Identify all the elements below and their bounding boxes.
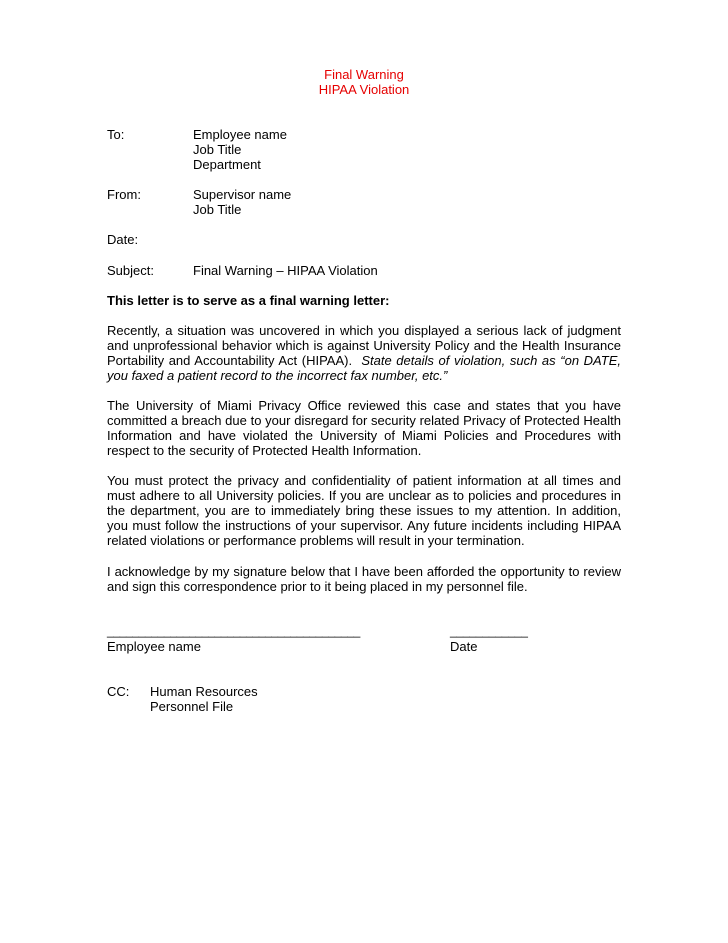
cc-personnel-file: Personnel File [150, 699, 234, 714]
paragraph-acknowledgement: I acknowledge by my signature below that I have been afforded the opportunity to review and sign this correspondence prior to it being placed in my personnel file. [107, 564, 621, 594]
from-job-title: Job Title [193, 202, 242, 217]
employee-signature-line: ________________________________________ [107, 624, 360, 638]
date-label: Date: [107, 232, 139, 247]
cc-human-resources: Human Resources [150, 684, 258, 699]
subject-label: Subject: [107, 263, 154, 278]
paragraph-privacy-office: The University of Miami Privacy Office reviewed this case and states that you have committed a breach due to your disregard for security related Privacy of Protected Health Information and have violated the University of Miami Policies and Procedures with respect to the security of Protected Health Information. [107, 398, 621, 458]
to-label: To: [107, 127, 125, 142]
to-job-title: Job Title [193, 142, 242, 157]
from-supervisor-name: Supervisor name [193, 187, 292, 202]
cc-label: CC: [107, 684, 130, 699]
subject-value: Final Warning – HIPAA Violation [193, 263, 378, 278]
to-employee-name: Employee name [193, 127, 287, 142]
date-field-label: Date [450, 639, 478, 654]
employee-name-label: Employee name [107, 639, 201, 654]
from-label: From: [107, 187, 141, 202]
paragraph-situation-instruction: State details of violation, such as “on DATE, you faxed a patient record to the incorrect fax number, etc.” [107, 353, 621, 383]
date-signature-line: ____________ [450, 624, 528, 638]
letter-title: Final Warning [324, 67, 404, 82]
paragraph-requirements: You must protect the privacy and confidentiality of patient information at all times and must adhere to all University policies. If you are unclear as to policies and procedures in the department, you are to immediately bring these issues to my attention. In addition, you must follow the instructions of your supervisor. Any future incidents including HIPAA related violations or performance problems will result in your termination. [107, 473, 621, 548]
paragraph-situation [107, 323, 621, 383]
paragraph-situation-text: Recently, a situation was uncovered in which you displayed a serious lack of judgment and unprofessional behavior which is against University Policy and the Health Insurance Portability and Accountability Act (HIPAA). [107, 323, 621, 368]
to-department: Department [193, 157, 261, 172]
letter-subtitle: HIPAA Violation [318, 82, 410, 97]
intro-statement: This letter is to serve as a final warning letter: [107, 293, 390, 308]
